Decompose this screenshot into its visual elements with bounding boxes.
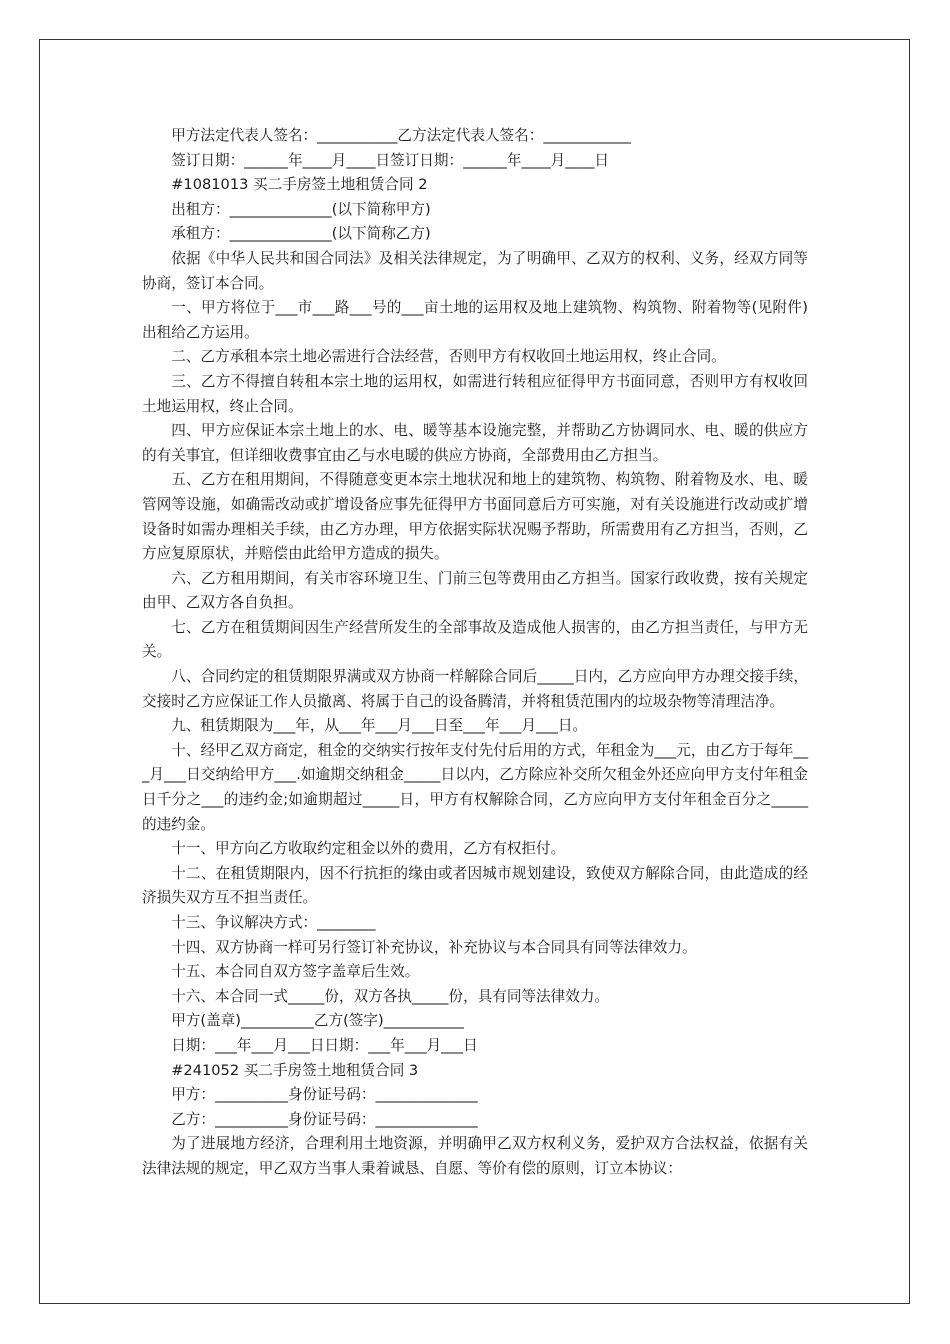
agreement-preamble: 为了进展地方经济，合理利用土地资源，并明确甲乙双方权利义务，爱护双方合法权益，依据有关法律法规的规定，甲乙双方当事人秉着诚恳、自愿、等价有偿的原则，订立本协议： bbox=[142, 1135, 808, 1177]
lessee-line: 承租方：______________(以下简称乙方) bbox=[171, 225, 431, 243]
lessor-line: 出租方：______________(以下简称甲方) bbox=[171, 200, 431, 218]
party-b-id-line: 乙方：__________身份证号码：______________ bbox=[171, 1110, 478, 1128]
date-line: 日期：___年___月___日日期：___年___月___日 bbox=[171, 1036, 478, 1054]
clause-10: 十、经甲乙双方商定，租金的交纳实行按年支付先付后用的方式，年租金为___元，由乙方于每年___月___日交纳给甲方___.如逾期交纳租金_____日以内，乙方除应补交所欠租金外还应向甲方支付年租金日千分之___的违约金;如逾期超过_____日，甲方有权解除合同，乙方应向甲方支付年租金百分之_____的违约金。 bbox=[142, 741, 808, 833]
party-a-id-line: 甲方：__________身份证号码：______________ bbox=[171, 1086, 478, 1104]
clause-13: 十三、争议解决方式：________ bbox=[171, 914, 376, 931]
signature-line-representatives: 甲方法定代表人签名：___________乙方法定代表人签名：____________ bbox=[171, 127, 631, 144]
clause-3: 三、乙方不得擅自转租本宗土地的运用权，如需进行转租应征得甲方书面同意，否则甲方有权收回土地运用权，终止合同。 bbox=[142, 372, 808, 415]
clause-9: 九、租赁期限为___年，从___年___月___日至___年___月___日。 bbox=[171, 717, 588, 735]
contract-heading-3: #241052 买二手房签土地租赁合同 3 bbox=[171, 1061, 419, 1079]
contract-body bbox=[142, 124, 808, 1182]
clause-7: 七、乙方在租赁期间因生产经营所发生的全部事故及造成他人损害的，由乙方担当责任，与甲方无关。 bbox=[142, 618, 808, 661]
signing-date-line: 签订日期：______年____月____日签订日期：______年____月____日 bbox=[171, 151, 610, 169]
clause-5: 五、乙方在租用期间，不得随意变更本宗土地状况和地上的建筑物、构筑物、附着物及水、电、暖管网等设施，如确需改动或扩增设备应事先征得甲方书面同意后方可实施，对有关设施进行改动或扩增设备时如需办理相关手续，由乙方办理，甲方依据实际状况赐予帮助，所需费用有乙方担当，否则，乙方应复原原状，并赔偿由此给甲方造成的损失。 bbox=[142, 471, 808, 563]
contract-heading-2: #1081013 买二手房签土地租赁合同 2 bbox=[171, 176, 428, 194]
clause-6: 六、乙方租用期间，有关市容环境卫生、门前三包等费用由乙方担当。国家行政收费，按有关规定由甲、乙双方各自负担。 bbox=[142, 569, 808, 612]
clause-11: 十一、甲方向乙方收取约定租金以外的费用，乙方有权拒付。 bbox=[171, 840, 566, 858]
clause-8: 八、合同约定的租赁期限界满或双方协商一样解除合同后_____日内，乙方应向甲方办理交接手续，交接时乙方应保证工作人员撤离、将属于自己的设备腾清，并将租赁范围内的垃圾杂物等清理洁净。 bbox=[142, 668, 808, 710]
clause-12: 十二、在租赁期限内，因不行抗拒的缘由或者因城市规划建设，致使双方解除合同，由此造成的经济损失双方互不担当责任。 bbox=[142, 864, 808, 907]
clause-15: 十五、本合同自双方签字盖章后生效。 bbox=[171, 963, 420, 981]
seal-signature-line: 甲方(盖章)__________乙方(签字)___________ bbox=[171, 1012, 464, 1030]
clause-14: 十四、双方协商一样可另行签订补充协议，补充协议与本合同具有同等法律效力。 bbox=[171, 938, 697, 956]
clause-2: 二、乙方承租本宗土地必需进行合法经营，否则甲方有权收回土地运用权，终止合同。 bbox=[171, 348, 726, 366]
clause-1: 一、甲方将位于___市___路___号的___亩土地的运用权及地上建筑物、构筑物、附着物等(见附件)出租给乙方运用。 bbox=[142, 299, 808, 341]
preamble-paragraph: 依据《中华人民共和国合同法》及相关法律规定，为了明确甲、乙双方的权利、义务，经双方同等协商，签订本合同。 bbox=[142, 249, 808, 292]
clause-16: 十六、本合同一式_____份，双方各执_____份，具有同等法律效力。 bbox=[171, 987, 610, 1005]
clause-4: 四、甲方应保证本宗土地上的水、电、暖等基本设施完整，并帮助乙方协调同水、电、暖的供应方的有关事宜，但详细收费事宜由乙与水电暖的供应方协商，全部费用由乙方担当。 bbox=[142, 422, 808, 464]
